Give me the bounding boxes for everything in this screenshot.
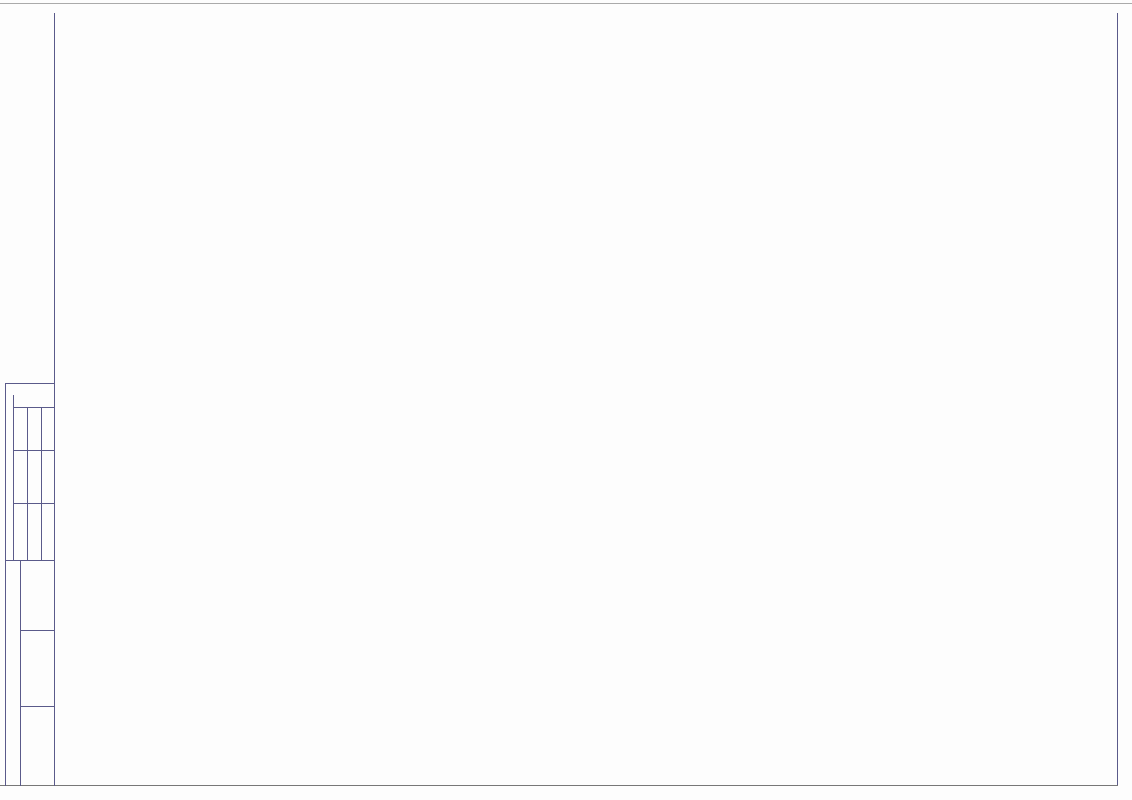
side-line [5,383,6,786]
side-line [20,560,21,786]
side-line [5,383,55,384]
side-line [20,706,55,707]
side-line [20,630,55,631]
side-line [13,503,55,504]
side-line [13,407,55,408]
frame-left [54,13,55,786]
side-line [5,560,55,561]
side-line [13,450,55,451]
frame-right [1117,13,1118,785]
side-line [13,395,14,560]
side-line [27,407,28,560]
side-line [41,407,42,560]
frame-bottom [0,785,1118,786]
frame-top [0,3,1132,4]
